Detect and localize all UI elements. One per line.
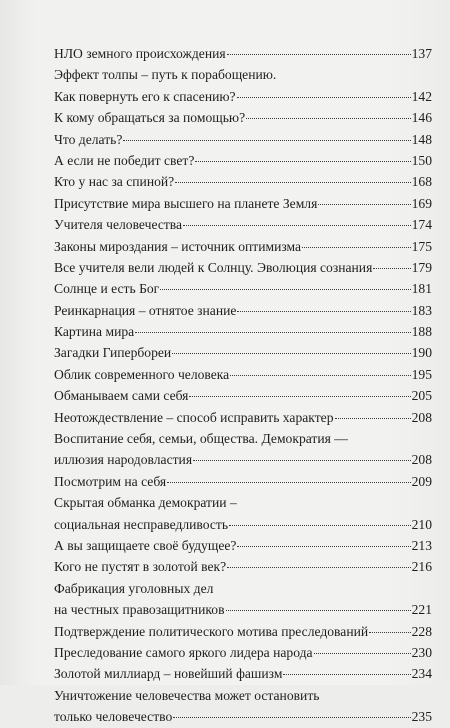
toc-line-with-page <box>54 514 432 535</box>
dot-leader <box>227 567 410 568</box>
toc-title: Эффект толпы – путь к порабощению. <box>54 67 277 83</box>
toc-entry <box>54 685 432 728</box>
page-number: 195 <box>411 366 432 382</box>
toc-line-with-page <box>54 599 432 620</box>
toc-title: Неотождествление – способ исправить характер <box>54 409 334 425</box>
page-number: 174 <box>411 217 432 233</box>
toc-line-with-page <box>54 663 432 684</box>
toc-entry <box>54 236 432 257</box>
toc-title: НЛО земного происхождения <box>54 46 226 61</box>
page-number: 175 <box>411 238 432 254</box>
toc-entry <box>54 621 432 642</box>
toc-title: на честных правозащитников <box>54 602 225 618</box>
toc-line-with-page <box>54 86 432 107</box>
page-number: 208 <box>411 452 432 468</box>
toc-entry <box>54 278 432 299</box>
toc-entry <box>54 663 432 684</box>
dot-leader <box>189 396 410 397</box>
toc-title: Что делать? <box>54 131 123 147</box>
toc-line-with-page <box>54 43 432 64</box>
page-number: 150 <box>411 152 432 168</box>
toc-title: Уничтожение человечества может остановить <box>54 687 320 703</box>
toc-title: Солнце и есть Бог <box>54 281 160 297</box>
toc-entry <box>54 129 432 150</box>
toc-line-with-page <box>54 150 432 171</box>
toc-title: Посмотрим на себя <box>54 473 167 489</box>
page-number: 183 <box>411 302 432 318</box>
toc-title: Фабрикация уголовных дел <box>54 580 214 596</box>
page-number: 188 <box>411 324 432 340</box>
toc-line-with-page <box>54 257 432 278</box>
toc-entry <box>54 535 432 556</box>
page-number: 205 <box>411 388 432 404</box>
toc-line <box>54 64 432 85</box>
toc-title: Загадки Гипербореи <box>54 345 172 361</box>
toc-entry <box>54 300 432 321</box>
toc-title: Преследование самого яркого лидера народа <box>54 644 313 660</box>
toc-title: А вы защищаете своё будущее? <box>54 537 237 553</box>
table-of-contents <box>54 43 432 728</box>
toc-title: Реинкарнация – отнятое знание <box>54 302 237 318</box>
dot-leader <box>226 610 411 611</box>
toc-line-with-page <box>54 342 432 363</box>
dot-leader <box>175 182 410 183</box>
dot-leader <box>172 353 410 354</box>
dot-leader <box>160 289 410 290</box>
dot-leader <box>173 717 410 718</box>
dot-leader <box>237 546 410 547</box>
dot-leader <box>314 653 411 654</box>
toc-title: А если не победит свет? <box>54 152 195 168</box>
toc-title: иллюзия народовластия <box>54 452 193 468</box>
toc-entry <box>54 107 432 128</box>
toc-entry <box>54 364 432 385</box>
toc-line <box>54 578 432 599</box>
toc-title: Обманываем сами себя <box>54 388 189 404</box>
toc-line-with-page <box>54 107 432 128</box>
page-number: 234 <box>411 666 432 682</box>
toc-entry <box>54 428 432 471</box>
toc-entry <box>54 150 432 171</box>
toc-title: Законы мироздания – источник оптимизма <box>54 238 302 254</box>
toc-line-with-page <box>54 642 432 663</box>
toc-title: Картина мира <box>54 324 135 340</box>
toc-line-with-page <box>54 171 432 192</box>
toc-entry <box>54 556 432 577</box>
dot-leader <box>193 460 411 461</box>
toc-line-with-page <box>54 407 432 428</box>
toc-entry <box>54 492 432 535</box>
toc-line-with-page <box>54 471 432 492</box>
page-number: 208 <box>411 409 432 425</box>
dot-leader <box>369 632 410 633</box>
dot-leader <box>246 118 411 119</box>
page-number: 230 <box>411 644 432 660</box>
dot-leader <box>227 54 411 55</box>
toc-line-with-page <box>54 278 432 299</box>
toc-line-with-page <box>54 535 432 556</box>
toc-entry <box>54 342 432 363</box>
toc-line-with-page <box>54 556 432 577</box>
toc-line-with-page <box>54 321 432 342</box>
toc-line-with-page <box>54 621 432 642</box>
dot-leader <box>195 161 410 162</box>
page-number: 190 <box>411 345 432 361</box>
toc-entry <box>54 321 432 342</box>
toc-title: Все учителя вели людей к Солнцу. Эволюция сознания <box>54 259 373 275</box>
toc-line-with-page <box>54 706 432 727</box>
dot-leader <box>167 482 410 483</box>
dot-leader <box>237 97 411 98</box>
toc-entry <box>54 64 432 107</box>
toc-line-with-page <box>54 129 432 150</box>
page-number: 148 <box>411 131 432 147</box>
toc-line <box>54 685 432 706</box>
dot-leader <box>230 375 410 376</box>
toc-title: К кому обращаться за помощью? <box>54 110 246 126</box>
page-number: 213 <box>411 537 432 553</box>
page-number: 210 <box>411 516 432 532</box>
toc-title: Золотой миллиард – новейший фашизм <box>54 666 283 682</box>
toc-entry <box>54 43 432 64</box>
page-number: 216 <box>411 559 432 575</box>
toc-entry <box>54 407 432 428</box>
toc-line-with-page <box>54 364 432 385</box>
toc-entry <box>54 642 432 663</box>
toc-title: Присутствие мира высшего на планете Земля <box>54 195 318 211</box>
toc-entry <box>54 471 432 492</box>
toc-title: Облик современного человека <box>54 366 230 382</box>
dot-leader <box>237 311 410 312</box>
page-number: 179 <box>411 259 432 275</box>
dot-leader <box>318 204 410 205</box>
toc-entry <box>54 171 432 192</box>
dot-leader <box>373 268 410 269</box>
dot-leader <box>283 674 410 675</box>
toc-title: Подтверждение политического мотива преследований <box>54 623 369 639</box>
page-number: 221 <box>411 602 432 618</box>
toc-title: Воспитание себя, семьи, общества. Демократия — <box>54 431 348 447</box>
page-number: 235 <box>411 709 432 725</box>
dot-leader <box>135 332 410 333</box>
toc-line-with-page <box>54 385 432 406</box>
page-number: 137 <box>411 46 432 61</box>
page-number: 142 <box>411 88 432 104</box>
toc-line-with-page <box>54 300 432 321</box>
page-number: 146 <box>411 110 432 126</box>
dot-leader <box>229 525 411 526</box>
dot-leader <box>302 247 411 248</box>
toc-entry <box>54 257 432 278</box>
toc-title: социальная несправедливость <box>54 516 229 532</box>
toc-title: Кто у нас за спиной? <box>54 174 175 190</box>
page-number: 181 <box>411 281 432 297</box>
toc-line <box>54 492 432 513</box>
toc-entry <box>54 385 432 406</box>
toc-line <box>54 428 432 449</box>
toc-line-with-page <box>54 214 432 235</box>
page-number: 168 <box>411 174 432 190</box>
dot-leader <box>123 140 410 141</box>
page-number: 169 <box>411 195 432 211</box>
toc-title: только человечество <box>54 709 173 725</box>
toc-title: Кого не пустят в золотой век? <box>54 559 227 575</box>
toc-line-with-page <box>54 236 432 257</box>
toc-title: Учителя человечества <box>54 217 183 233</box>
toc-line-with-page <box>54 193 432 214</box>
page-number: 228 <box>411 623 432 639</box>
toc-entry <box>54 578 432 621</box>
toc-entry <box>54 193 432 214</box>
toc-title: Как повернуть его к спасению? <box>54 88 236 104</box>
toc-entry <box>54 214 432 235</box>
toc-line-with-page <box>54 449 432 470</box>
page-number: 209 <box>411 473 432 489</box>
dot-leader <box>335 418 411 419</box>
dot-leader <box>183 225 411 226</box>
toc-title: Скрытая обманка демократии – <box>54 495 237 511</box>
